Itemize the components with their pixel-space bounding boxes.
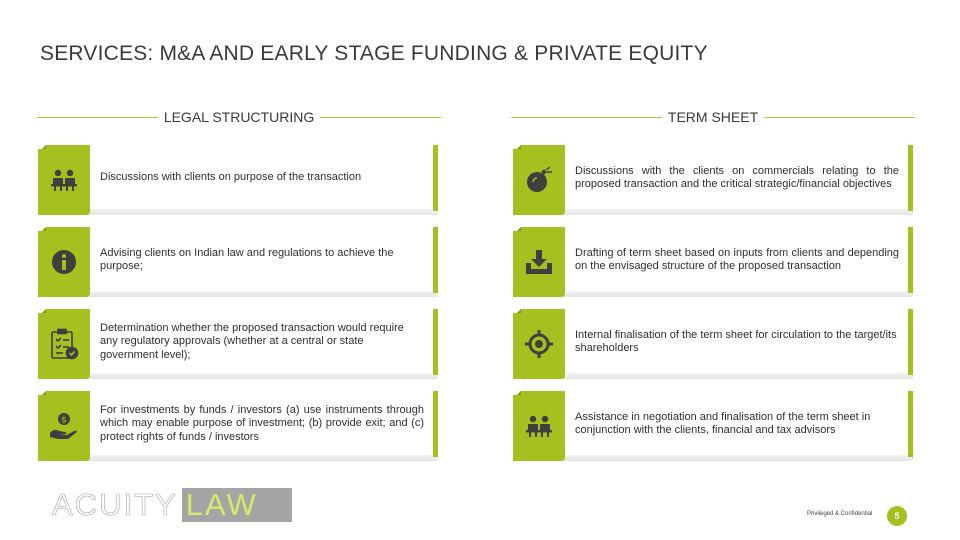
- term-sheet-item-text: Discussions with the clients on commercials relating to the proposed transaction and the critical strategic/financial objectives: [575, 164, 899, 190]
- section-heading-legal-structuring: [37, 108, 441, 126]
- card-accent-bar: [908, 391, 913, 457]
- divider: [320, 117, 441, 118]
- icon-tile: [513, 227, 565, 297]
- legal-item-text: For investments by funds / investors (a) use instruments through which may enable purpose of investment; (b) provide exit; and (c) protect rights of funds / investors: [100, 403, 424, 443]
- logo-law-text: LAW: [182, 488, 292, 522]
- checklist-icon: [38, 309, 90, 379]
- legal-item-text: Determination whether the proposed transaction would require any regulatory approvals (whether at a central or state government level);: [100, 321, 404, 361]
- page-number-badge: 5: [887, 506, 907, 526]
- section-heading-term-sheet: [511, 108, 915, 126]
- term-sheet-item-text: Assistance in negotiation and finalisation of the term sheet in conjunction with the clients, financial and tax advisors: [575, 410, 871, 436]
- divider: [37, 117, 158, 118]
- legal-item-card: [38, 391, 438, 461]
- card-accent-bar: [433, 227, 438, 293]
- section-heading-label: TERM SHEET: [667, 109, 759, 125]
- card-accent-bar: [433, 309, 438, 375]
- legal-item-card: [38, 227, 438, 297]
- card-accent-bar: [433, 145, 438, 211]
- icon-tile: [38, 145, 90, 215]
- money-hand-icon: [38, 391, 90, 461]
- icon-tile: [38, 309, 90, 379]
- bomb-icon: [513, 145, 565, 215]
- icon-tile: [513, 391, 565, 461]
- page-title: SERVICES: M&A AND EARLY STAGE FUNDING & PRIVATE EQUITY: [40, 42, 708, 65]
- acuity-law-logo: [52, 488, 292, 522]
- term-sheet-item-text: Internal finalisation of the term sheet for circulation to the target/its shareholders: [575, 328, 897, 354]
- card-accent-bar: [908, 145, 913, 211]
- term-sheet-item-card: [513, 309, 913, 379]
- meeting-icon: [513, 391, 565, 461]
- divider: [511, 117, 662, 118]
- legal-item-text: Discussions with clients on purpose of the transaction: [100, 171, 362, 184]
- target-icon: [513, 309, 565, 379]
- legal-item-card: [38, 145, 438, 215]
- icon-tile: [38, 227, 90, 297]
- icon-tile: [513, 309, 565, 379]
- card-accent-bar: [908, 309, 913, 375]
- card-accent-bar: [908, 227, 913, 293]
- confidential-note: Privileged & Confidential: [807, 511, 873, 517]
- term-sheet-item-card: [513, 391, 913, 461]
- svg-text:$: $: [61, 415, 67, 426]
- info-icon: [38, 227, 90, 297]
- download-tray-icon: [513, 227, 565, 297]
- term-sheet-item-card: [513, 145, 913, 215]
- legal-item-card: [38, 309, 438, 379]
- term-sheet-item-text: Drafting of term sheet based on inputs from clients and depending on the envisaged structure of the proposed transaction: [575, 246, 899, 272]
- term-sheet-item-card: [513, 227, 913, 297]
- meeting-icon: [38, 145, 90, 215]
- divider: [764, 117, 915, 118]
- legal-item-text: Advising clients on Indian law and regulations to achieve the purpose;: [100, 246, 394, 272]
- card-accent-bar: [433, 391, 438, 457]
- logo-acuity-text: ACUITY: [52, 487, 178, 522]
- icon-tile: [38, 391, 90, 461]
- icon-tile: [513, 145, 565, 215]
- section-heading-label: LEGAL STRUCTURING: [163, 109, 315, 125]
